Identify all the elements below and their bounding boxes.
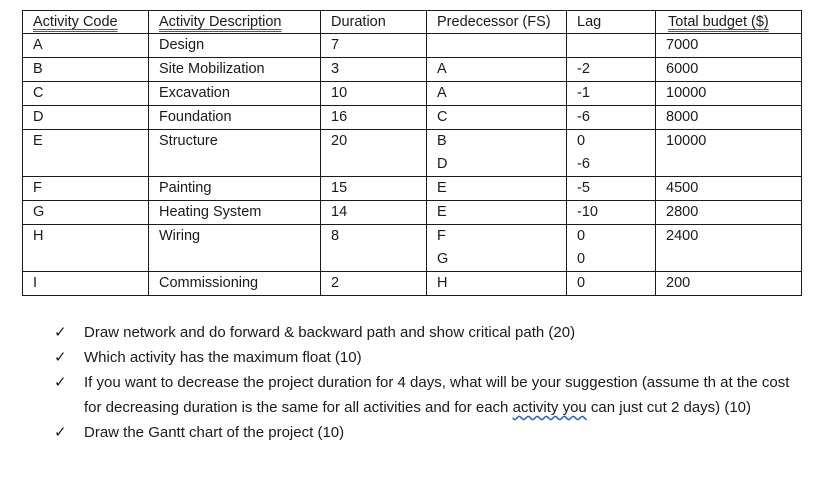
cell-activity-description: Foundation [149, 106, 321, 130]
table-row [23, 106, 802, 130]
cell-total-budget: 200 [656, 272, 802, 296]
cell-activity-code: H [23, 225, 149, 272]
cell-total-budget: 10000 [656, 130, 802, 177]
header-total-budget: Total budget ($) [656, 11, 802, 34]
cell-activity-description: Commissioning [149, 272, 321, 296]
cell-lag-value: -6 [577, 109, 590, 125]
cell-duration: 2 [321, 272, 427, 296]
cell-activity-description: Painting [149, 177, 321, 201]
cell-activity-code: F [23, 177, 149, 201]
table-row [23, 201, 802, 225]
cell-duration: 14 [321, 201, 427, 225]
cell-predecessor-value: C [437, 109, 448, 125]
cell-lag-value: 0 [577, 228, 586, 244]
task-text: Draw network and do forward & backward path and show critical path (20) [84, 324, 576, 341]
cell-predecessor-value [437, 34, 566, 57]
cell-total-budget: 2400 [656, 225, 802, 272]
task-list [0, 320, 835, 445]
table-row [23, 58, 802, 82]
cell-lag [567, 130, 656, 177]
task-text: If you want to decrease the project duration for 4 days, what will be your suggestion (assume th at the cost for decreasing duration is the same for all activities and for each [84, 374, 790, 416]
cell-lag [567, 272, 656, 296]
cell-total-budget: 4500 [656, 177, 802, 201]
table-row [23, 177, 802, 201]
cell-lag-value: 0 [577, 133, 586, 149]
cell-predecessor [427, 177, 567, 201]
table-row [23, 34, 802, 58]
cell-predecessor [427, 130, 567, 177]
cell-duration: 3 [321, 58, 427, 82]
table-row [23, 130, 802, 177]
cell-activity-description: Structure [149, 130, 321, 177]
cell-activity-code: E [23, 130, 149, 177]
cell-total-budget: 10000 [656, 82, 802, 106]
cell-predecessor-value: F [437, 228, 446, 244]
cell-lag [567, 201, 656, 225]
cell-activity-code: D [23, 106, 149, 130]
cell-predecessor-value: E [437, 180, 447, 196]
cell-predecessor-value: E [437, 204, 447, 220]
cell-predecessor-value: G [437, 251, 449, 267]
table-row [23, 272, 802, 296]
cell-predecessor [427, 106, 567, 130]
cell-duration: 7 [321, 34, 427, 58]
header-duration: Duration [321, 11, 427, 34]
cell-lag-value: -2 [577, 61, 590, 77]
cell-lag-value: -1 [577, 85, 590, 101]
task-item [0, 370, 835, 420]
header-activity-code: Activity Code [23, 11, 149, 34]
cell-duration: 15 [321, 177, 427, 201]
task-item [0, 420, 835, 445]
checkmark-icon: ✓ [54, 424, 67, 441]
cell-duration: 10 [321, 82, 427, 106]
cell-duration: 8 [321, 225, 427, 272]
header-lag: Lag [567, 11, 656, 34]
cell-activity-description: Wiring [149, 225, 321, 272]
cell-lag [567, 177, 656, 201]
cell-predecessor [427, 34, 567, 58]
cell-lag [567, 82, 656, 106]
cell-lag [567, 106, 656, 130]
cell-predecessor-value: B [437, 133, 447, 149]
cell-total-budget: 7000 [656, 34, 802, 58]
checkmark-icon: ✓ [54, 349, 67, 366]
task-text-link: activity you [512, 399, 587, 416]
cell-duration: 16 [321, 106, 427, 130]
cell-predecessor [427, 201, 567, 225]
cell-activity-description: Site Mobilization [149, 58, 321, 82]
cell-predecessor-value: H [437, 275, 448, 291]
header-activity-description: Activity Description [149, 11, 321, 34]
cell-lag-value: -6 [577, 156, 590, 172]
table-header-row [23, 11, 802, 34]
cell-duration: 20 [321, 130, 427, 177]
task-text: Draw the Gantt chart of the project (10) [84, 424, 345, 441]
cell-total-budget: 8000 [656, 106, 802, 130]
activity-table [22, 10, 802, 296]
cell-lag-value: -10 [577, 204, 598, 220]
header-predecessor: Predecessor (FS) [427, 11, 567, 34]
cell-activity-code: C [23, 82, 149, 106]
checkmark-icon: ✓ [54, 374, 67, 391]
cell-predecessor [427, 82, 567, 106]
cell-lag [567, 58, 656, 82]
task-text: can just cut 2 days) (10) [586, 399, 752, 416]
task-item [0, 320, 835, 345]
cell-activity-description: Heating System [149, 201, 321, 225]
cell-predecessor [427, 225, 567, 272]
cell-activity-code: I [23, 272, 149, 296]
cell-activity-description: Design [149, 34, 321, 58]
cell-lag-value: 0 [577, 275, 586, 291]
cell-total-budget: 2800 [656, 201, 802, 225]
cell-lag-value: -5 [577, 180, 590, 196]
cell-lag-value: 0 [577, 251, 586, 267]
checkmark-icon: ✓ [54, 324, 67, 341]
task-text: Which activity has the maximum float (10) [84, 349, 362, 366]
cell-activity-description: Excavation [149, 82, 321, 106]
cell-lag [567, 225, 656, 272]
task-item [0, 345, 835, 370]
cell-lag-value [577, 34, 655, 57]
cell-predecessor-value: A [437, 85, 447, 101]
cell-activity-code: B [23, 58, 149, 82]
cell-total-budget: 6000 [656, 58, 802, 82]
cell-lag [567, 34, 656, 58]
cell-predecessor [427, 272, 567, 296]
table-row [23, 225, 802, 272]
cell-predecessor-value: A [437, 61, 447, 77]
cell-predecessor [427, 58, 567, 82]
cell-activity-code: G [23, 201, 149, 225]
table-row [23, 82, 802, 106]
cell-activity-code: A [23, 34, 149, 58]
cell-predecessor-value: D [437, 156, 448, 172]
